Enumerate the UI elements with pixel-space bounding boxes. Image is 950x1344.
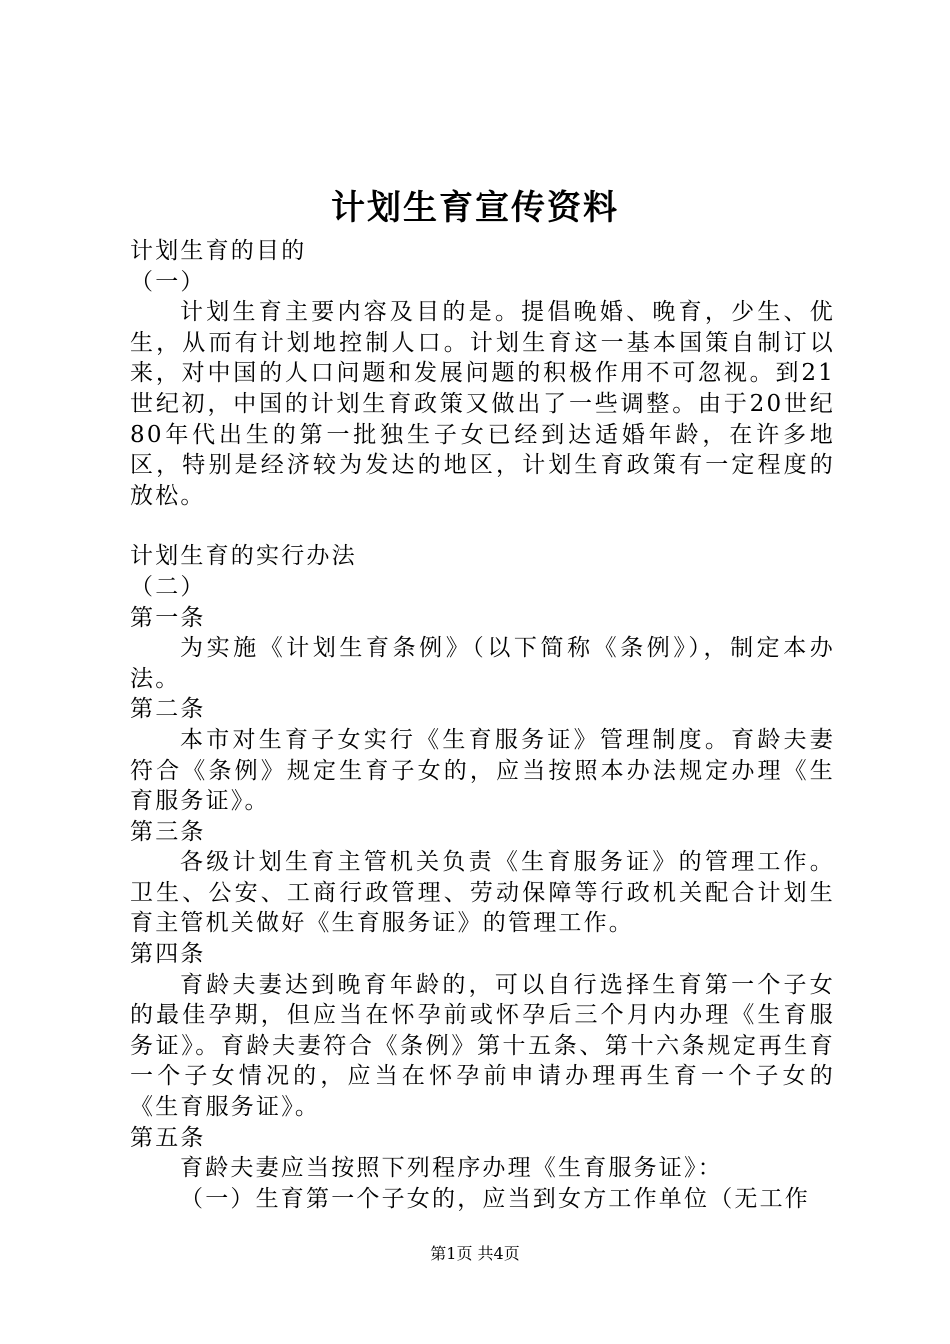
article-label: 第五条 [130, 1124, 206, 1151]
document-body [130, 236, 835, 1214]
section-heading: 计划生育的实行办法 [130, 543, 357, 570]
article-text: 育龄夫妻应当按照下列程序办理《生育服务证》： [180, 1155, 723, 1182]
document-title: 计划生育宣传资料 [331, 188, 619, 228]
article-label: 第二条 [130, 696, 206, 723]
page-footer: 第1页 共4页 [430, 1244, 520, 1263]
article-label: 第四条 [130, 941, 206, 968]
article-label: 第三条 [130, 818, 206, 845]
article-text: 育龄夫妻达到晚育年龄的，可以自行选择生育第一个子女的最佳孕期，但应当在怀孕前或怀孕后三个月内办理《生育服务证》。育龄夫妻符合《条例》第十五条、第十六条规定再生育一个子女情况的，应当在怀孕前申请办理再生育一个子女的《生育服务证》。 [130, 971, 835, 1121]
article-text: 为实施《计划生育条例》（以下简称《条例》），制定本办法。 [130, 635, 835, 692]
article-list-item: （一）生育第一个子女的，应当到女方工作单位（无工作 [180, 1185, 810, 1212]
section-number: （二） [130, 573, 206, 600]
article-label: 第一条 [130, 604, 206, 631]
paragraph: 计划生育主要内容及目的是。提倡晚婚、晚育，少生、优生，从而有计划地控制人口。计划生育这一基本国策自制订以来，对中国的人口问题和发展问题的积极作用不可忽视。到21世纪初，中国的计划生育政策又做出了一些调整。由于20世纪80年代出生的第一批独生子女已经到达适婚年龄，在许多地区，特别是经济较为发达的地区，计划生育政策有一定程度的放松。 [130, 299, 835, 509]
article-text: 各级计划生育主管机关负责《生育服务证》的管理工作。卫生、公安、工商行政管理、劳动保障等行政机关配合计划生育主管机关做好《生育服务证》的管理工作。 [130, 849, 835, 937]
paragraph-gap [130, 511, 835, 541]
section-heading: 计划生育的目的 [130, 238, 307, 264]
article-text: 本市对生育子女实行《生育服务证》管理制度。育龄夫妻符合《条例》规定生育子女的，应当按照本办法规定办理《生育服务证》。 [130, 726, 835, 815]
section-number: （一） [130, 268, 206, 295]
